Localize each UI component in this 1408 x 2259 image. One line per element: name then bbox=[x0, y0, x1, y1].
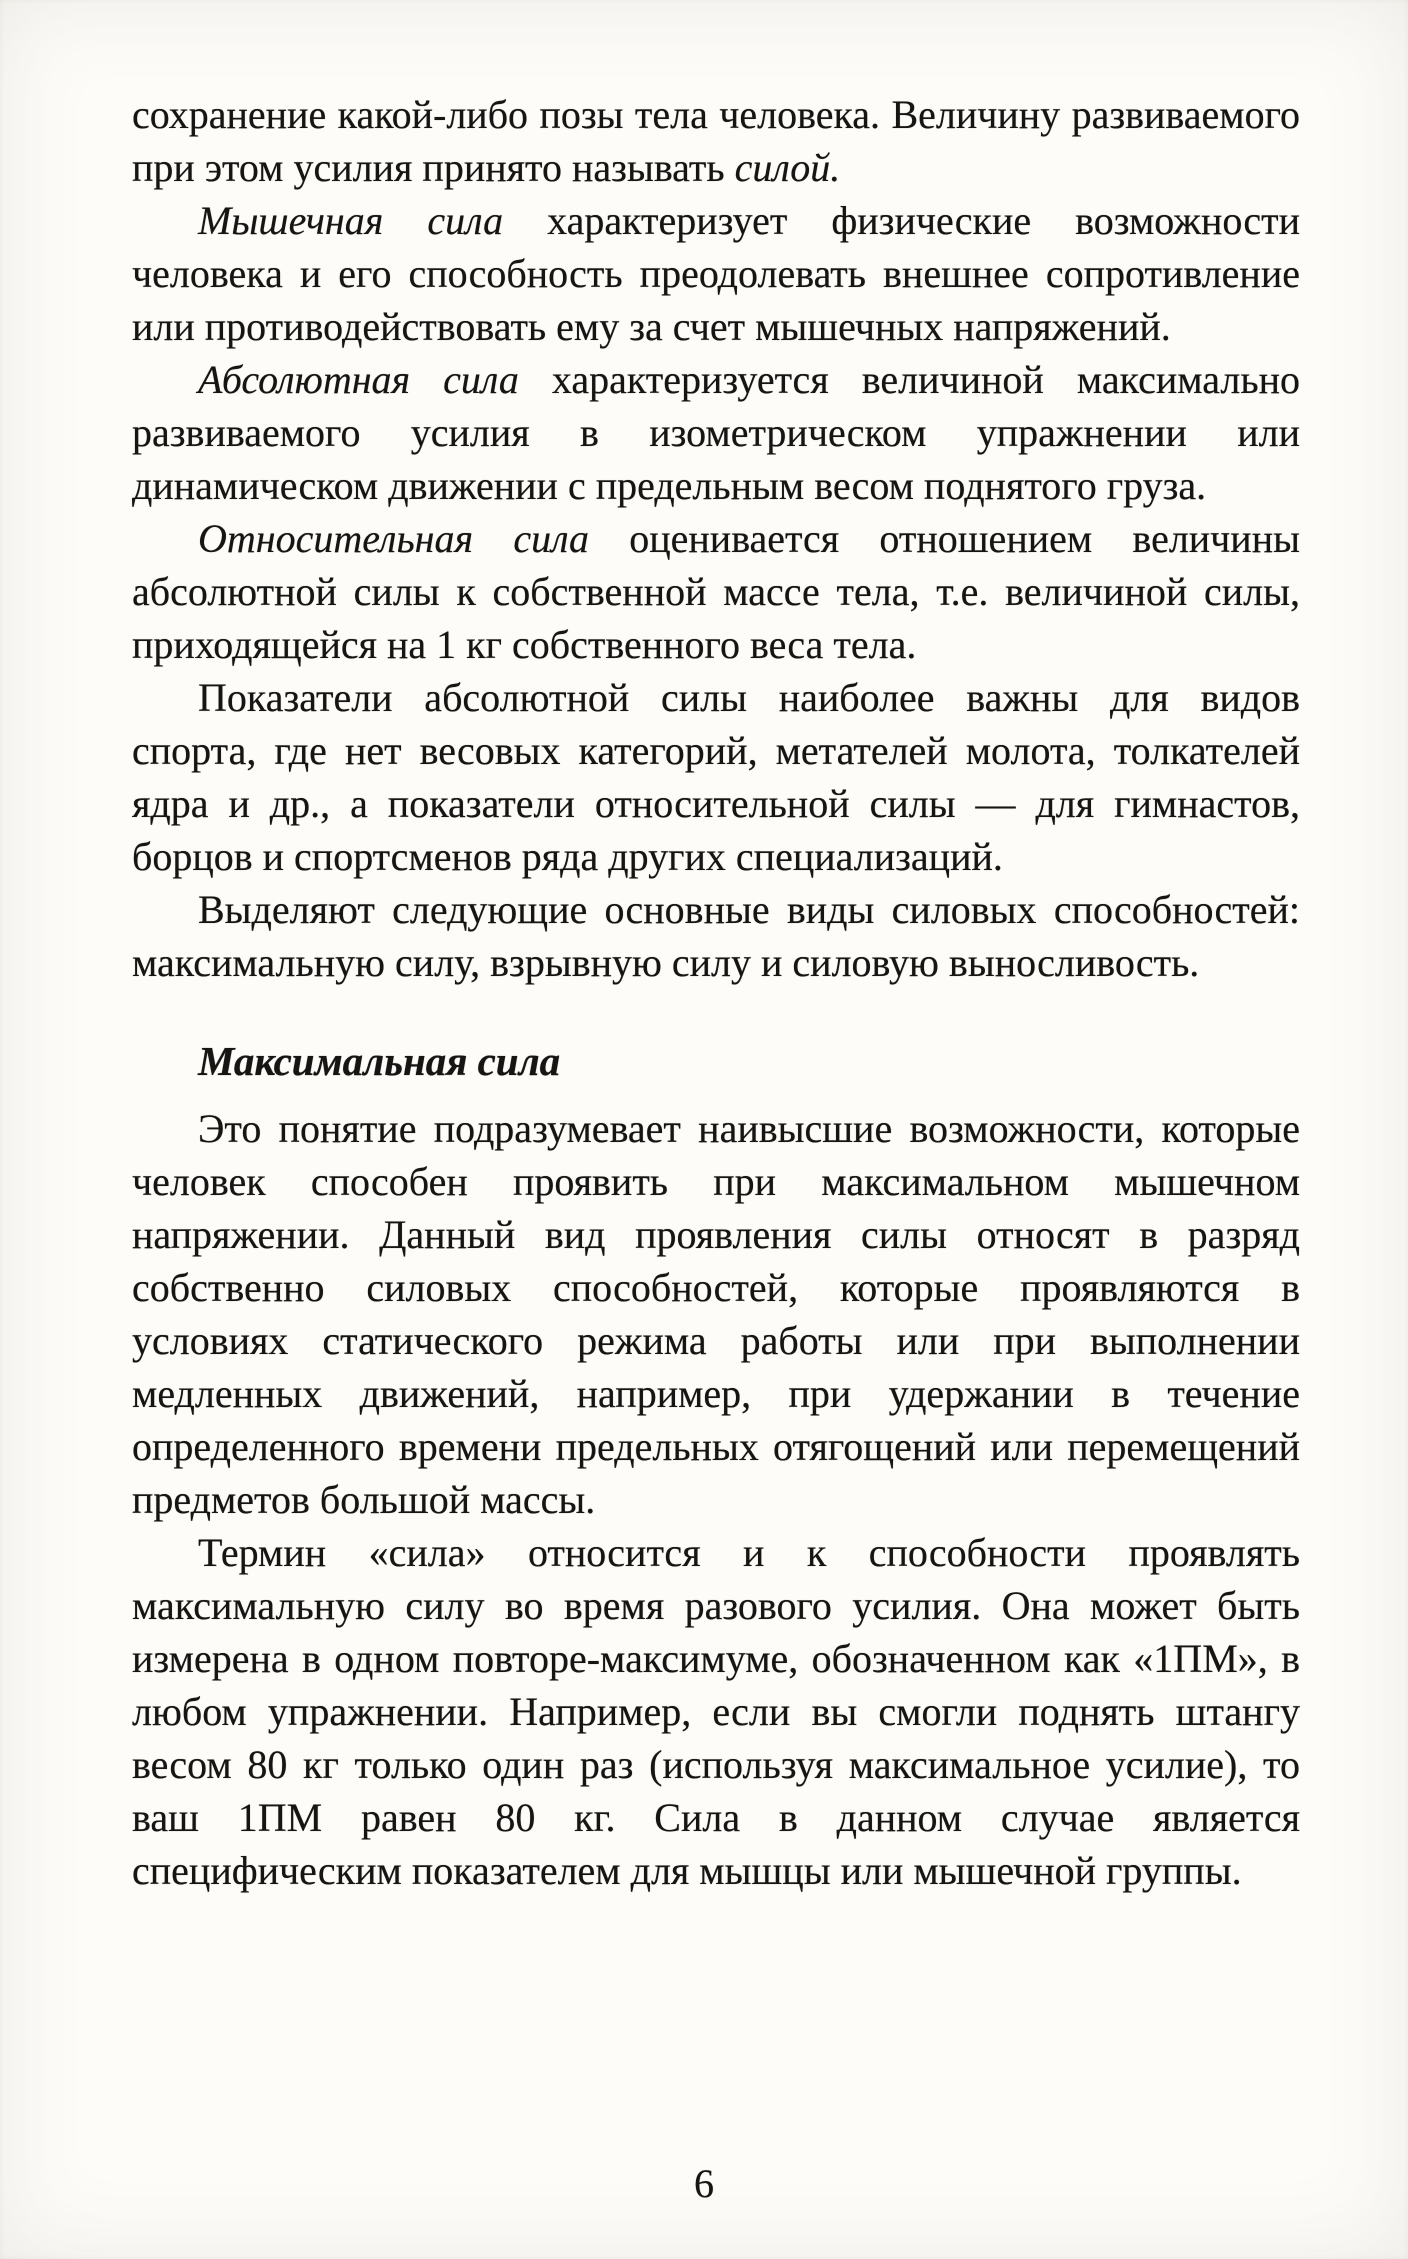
paragraph-text: Это понятие подразумевает наивысшие возможности, которые человек способен проявить при максимальном мышечном напряжении. Данный вид проявления силы относят в разряд собственно силовых способностей, которые проявляются в условиях статического режима работы или при выполнении медленных движений, например, при удержании в течение определенного времени предельных отягощений или перемещений предметов большой массы. bbox=[132, 1106, 1300, 1522]
body-text bbox=[132, 88, 1300, 1897]
paragraph-text: оценивается отношением величины абсолютной силы к собственной массе тела, т.е. величиной силы, приходящейся на 1 кг собственного веса тела. bbox=[132, 516, 1300, 667]
term-italic: силой. bbox=[734, 145, 841, 190]
paragraph-text: Выделяют следующие основные виды силовых способностей: максимальную силу, взрывную силу и силовую выносливость. bbox=[132, 887, 1300, 985]
paragraph-indicators bbox=[132, 671, 1300, 883]
paragraph-text: характеризует физические возможности человека и его способность преодолевать внешнее сопротивление или противодействовать ему за счет мышечных напряжений. bbox=[132, 198, 1300, 349]
paragraph-text: Термин «сила» относится и к способности проявлять максимальную силу во время разового усилия. Она может быть измерена в одном повторе-максимуме, обозначенном как «1ПМ», в любом упражнении. Например, если вы смогли поднять штангу весом 80 кг только один раз (используя максимальное усилие), то ваш 1ПМ равен 80 кг. Сила в данном случае является специфическим показателем для мышцы или мышечной группы. bbox=[132, 1530, 1300, 1893]
paragraph-text: сохранение какой-либо позы тела человека. Величину развиваемого при этом усилия принято называть bbox=[132, 92, 1300, 190]
paragraph-relative-strength bbox=[132, 512, 1300, 671]
term-italic: Абсолютная сила bbox=[198, 357, 519, 402]
paragraph-maximal-definition bbox=[132, 1102, 1300, 1526]
paragraph-one-rep-max bbox=[132, 1526, 1300, 1897]
paragraph-strength-types bbox=[132, 883, 1300, 989]
section-heading-maximal-strength: Максимальная сила bbox=[198, 1038, 561, 1084]
paragraph-muscle-strength bbox=[132, 194, 1300, 353]
paragraph-absolute-strength bbox=[132, 353, 1300, 512]
paragraph-text: Показатели абсолютной силы наиболее важны для видов спорта, где нет весовых категорий, метателей молота, толкателей ядра и др., а показатели относительной силы — для гимнастов, борцов и спортсменов ряда других специализаций. bbox=[132, 675, 1300, 879]
paragraph-continuation bbox=[132, 88, 1300, 194]
term-italic: Мышечная сила bbox=[198, 198, 504, 243]
paragraph-text: характеризуется величиной максимально развиваемого усилия в изометрическом упражнении или динамическом движении с предельным весом поднятого груза. bbox=[132, 357, 1300, 508]
term-italic: Относительная сила bbox=[198, 516, 589, 561]
page-number: 6 bbox=[694, 2161, 714, 2206]
